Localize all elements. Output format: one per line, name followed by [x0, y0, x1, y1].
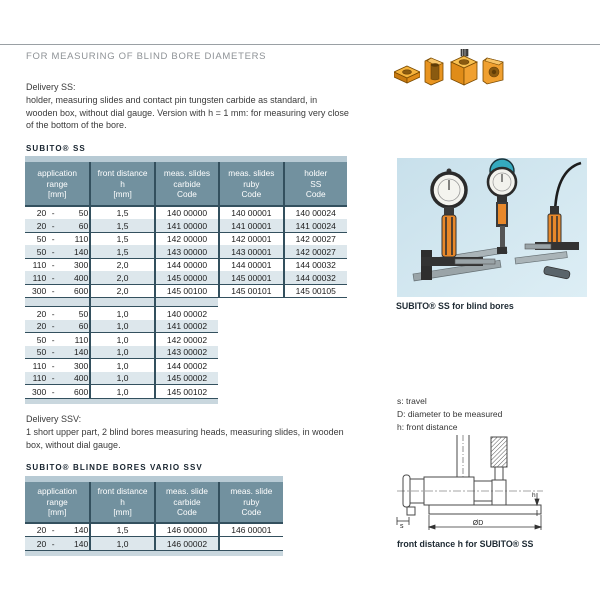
cell-h: 1,0: [89, 385, 153, 398]
cell-ruby: 141 00001: [218, 219, 282, 232]
cell-application-range: 50 - 110: [36, 234, 89, 245]
dim-h-label: h: [532, 492, 536, 499]
column-header: [89, 482, 153, 522]
column-header-line: Code: [177, 507, 197, 518]
cell-h: 2,0: [89, 285, 153, 298]
delivery-ss-paragraph: [26, 81, 350, 132]
legend-line-s: s: travel: [397, 396, 427, 406]
table-ss-section-b: [25, 307, 347, 399]
table-row: [25, 537, 283, 551]
cell-application-range: 300 - 600: [32, 286, 89, 297]
table-row: [25, 385, 218, 399]
column-header-line: meas. slide: [230, 486, 273, 496]
delivery-ssv-paragraph: [26, 413, 350, 451]
column-header-line: range: [46, 178, 68, 189]
column-header-line: carbide: [173, 496, 201, 507]
column-header-line: ruby: [243, 496, 260, 507]
column-header: [283, 162, 347, 205]
table-ss-label: SUBITO® SS: [26, 144, 86, 153]
cell-application-range: 50 - 140: [36, 246, 89, 257]
part-icons: [394, 49, 505, 86]
column-header-line: meas. slide: [165, 486, 208, 496]
cell-carbide: 144 00002: [154, 359, 218, 372]
table-row: [25, 524, 283, 538]
column-header-line: [mm]: [47, 507, 67, 518]
cell-ruby: 143 00001: [218, 245, 282, 258]
column-header-line: front distance: [97, 486, 148, 496]
product-photo: [397, 158, 587, 297]
table-subito-ssv: [25, 476, 283, 556]
cell-h: 1,5: [89, 524, 153, 537]
table-bottom-strip: [25, 399, 218, 404]
column-header-line: range: [46, 496, 68, 507]
cell-ruby: 145 00001: [218, 271, 282, 284]
block-with-side-bore-icon: [481, 56, 505, 86]
open-block-with-bore-icon: [423, 56, 447, 86]
cell-holder: 144 00032: [283, 259, 347, 272]
column-header-line: meas. slides: [228, 168, 275, 178]
cell-carbide: 145 00100: [154, 285, 218, 298]
cell-ruby: 140 00001: [218, 207, 282, 220]
delivery-ss-text: holder, measuring slides and contact pin tungsten carbide as standard, in wooden box, without dial gauge. Version with h = 1 mm: for measuring very close of the bottom of the bore.: [26, 95, 349, 131]
cell-carbide: 141 00000: [154, 219, 218, 232]
table-ssv-label: SUBITO® BLINDE BORES VARIO SSV: [26, 463, 203, 472]
cell-carbide: 142 00002: [154, 333, 218, 346]
separator-cell: [154, 298, 218, 306]
table-row: [25, 271, 347, 285]
cell-h: 1,5: [89, 207, 153, 220]
cell-holder: 141 00024: [283, 219, 347, 232]
cell-application-range: 110 - 400: [32, 272, 89, 283]
cell-ruby: [218, 537, 282, 550]
cell-ruby: 146 00001: [218, 524, 282, 537]
cube-with-bore-icon: [450, 49, 478, 86]
cell-carbide: 146 00002: [154, 537, 218, 550]
cell-application-range: 50 - 140: [36, 347, 89, 358]
table-ssv-header-row: [25, 482, 283, 524]
cell-carbide: 140 00000: [154, 207, 218, 220]
column-header-line: SS: [310, 178, 322, 189]
delivery-ssv-text: 1 short upper part, 2 blind bores measuring heads, measuring slides, in wooden box, without dial gauge.: [26, 427, 344, 450]
cell-holder: 145 00105: [283, 285, 347, 298]
table-ss-header-row: [25, 162, 347, 207]
column-header: [25, 162, 89, 205]
page-title: FOR MEASURING OF BLIND BORE DIAMETERS: [26, 51, 267, 62]
cell-h: 2,0: [89, 259, 153, 272]
cell-carbide: 140 00002: [154, 307, 218, 320]
separator-cell: [25, 298, 89, 306]
cell-holder: 140 00024: [283, 207, 347, 220]
cell-application-range: 20 - 140: [36, 538, 89, 549]
table-row: [25, 372, 218, 386]
cell-h: 1,5: [89, 219, 153, 232]
delivery-ss-heading: Delivery SS:: [26, 82, 76, 92]
drawing-caption: front distance h for SUBITO® SS: [397, 539, 534, 549]
table-ssv-rows: [25, 524, 283, 551]
dim-d-label: ØD: [472, 520, 484, 527]
column-header-line: h: [120, 496, 125, 507]
table-row: [25, 307, 218, 320]
table-ss-separator-row: [25, 298, 218, 307]
cell-carbide: 141 00002: [154, 320, 218, 333]
cell-ruby: 144 00001: [218, 259, 282, 272]
plate-with-bore-icon: [394, 64, 420, 86]
column-header-line: carbide: [173, 178, 201, 189]
table-row: [25, 233, 347, 246]
column-header-line: application: [37, 168, 78, 178]
column-header-line: meas. slides: [163, 168, 211, 178]
dimension-legend: [397, 395, 502, 433]
table-row: [25, 285, 347, 299]
column-header: [154, 162, 218, 205]
column-header: [25, 482, 89, 522]
cell-carbide: 144 00000: [154, 259, 218, 272]
column-header-line: [mm]: [113, 189, 132, 200]
table-subito-ss: [25, 156, 347, 404]
cell-holder: 144 00032: [283, 271, 347, 284]
cell-h: 1,5: [89, 233, 153, 246]
table-row: [25, 346, 218, 360]
photo-caption: SUBITO® SS for blind bores: [396, 301, 514, 311]
table-bottom-strip: [25, 551, 283, 556]
table-row: [25, 207, 347, 220]
legend-line-h: h: front distance: [397, 421, 458, 432]
table-row: [25, 359, 218, 372]
cell-h: 2,0: [89, 271, 153, 284]
technical-drawing: [395, 433, 545, 535]
cell-ruby: 145 00101: [218, 285, 282, 298]
cell-carbide: 146 00000: [154, 524, 218, 537]
cell-application-range: 110 - 400: [32, 373, 89, 384]
table-row: [25, 219, 347, 233]
cell-carbide: 143 00002: [154, 346, 218, 359]
cell-application-range: 20 - 140: [36, 525, 89, 536]
column-header: [89, 162, 153, 205]
header-rule: [0, 44, 600, 45]
column-header-line: Code: [241, 189, 262, 200]
cell-h: 1,0: [89, 537, 153, 550]
dim-s-label: s: [400, 523, 404, 530]
table-row: [25, 259, 347, 272]
cell-h: 1,0: [89, 346, 153, 359]
column-header: [218, 162, 282, 205]
cell-ruby: 142 00001: [218, 233, 282, 246]
cell-application-range: 110 - 300: [32, 360, 89, 371]
cell-application-range: 20 - 60: [36, 321, 89, 332]
column-header-line: front distance: [97, 168, 148, 178]
cell-h: 1,0: [89, 307, 153, 320]
cell-application-range: 20 - 50: [36, 308, 89, 319]
cell-carbide: 145 00102: [154, 385, 218, 398]
column-header-line: Code: [241, 507, 262, 518]
column-header-line: Code: [305, 189, 326, 200]
column-header-line: application: [37, 486, 78, 496]
column-header: [154, 482, 218, 522]
cell-carbide: 145 00000: [154, 271, 218, 284]
column-header-line: [mm]: [113, 507, 132, 518]
table-row: [25, 333, 218, 346]
delivery-ssv-heading: Delivery SSV:: [26, 414, 82, 424]
cell-h: 1,5: [89, 245, 153, 258]
table-row: [25, 245, 347, 259]
cell-h: 1,0: [89, 359, 153, 372]
table-ss-section-a: [25, 207, 347, 299]
separator-cell: [89, 298, 153, 306]
cell-application-range: 20 - 50: [36, 208, 89, 219]
cell-holder: 142 00027: [283, 233, 347, 246]
legend-line-d: D: diameter to be measured: [397, 408, 503, 419]
column-header-line: [mm]: [47, 189, 67, 200]
column-header-line: Code: [177, 189, 197, 200]
cell-application-range: 300 - 600: [32, 386, 89, 397]
cell-h: 1,0: [89, 333, 153, 346]
cell-carbide: 143 00000: [154, 245, 218, 258]
column-header-line: ruby: [243, 178, 260, 189]
column-header-line: holder: [304, 168, 328, 178]
cell-carbide: 142 00000: [154, 233, 218, 246]
table-row: [25, 320, 218, 334]
cell-application-range: 20 - 60: [36, 220, 89, 231]
cell-application-range: 50 - 110: [36, 334, 89, 345]
cell-carbide: 145 00002: [154, 372, 218, 385]
cell-holder: 142 00027: [283, 245, 347, 258]
cell-application-range: 110 - 300: [32, 260, 89, 271]
column-header-line: h: [120, 178, 125, 189]
cell-h: 1,0: [89, 320, 153, 333]
column-header: [218, 482, 282, 522]
cell-h: 1,0: [89, 372, 153, 385]
